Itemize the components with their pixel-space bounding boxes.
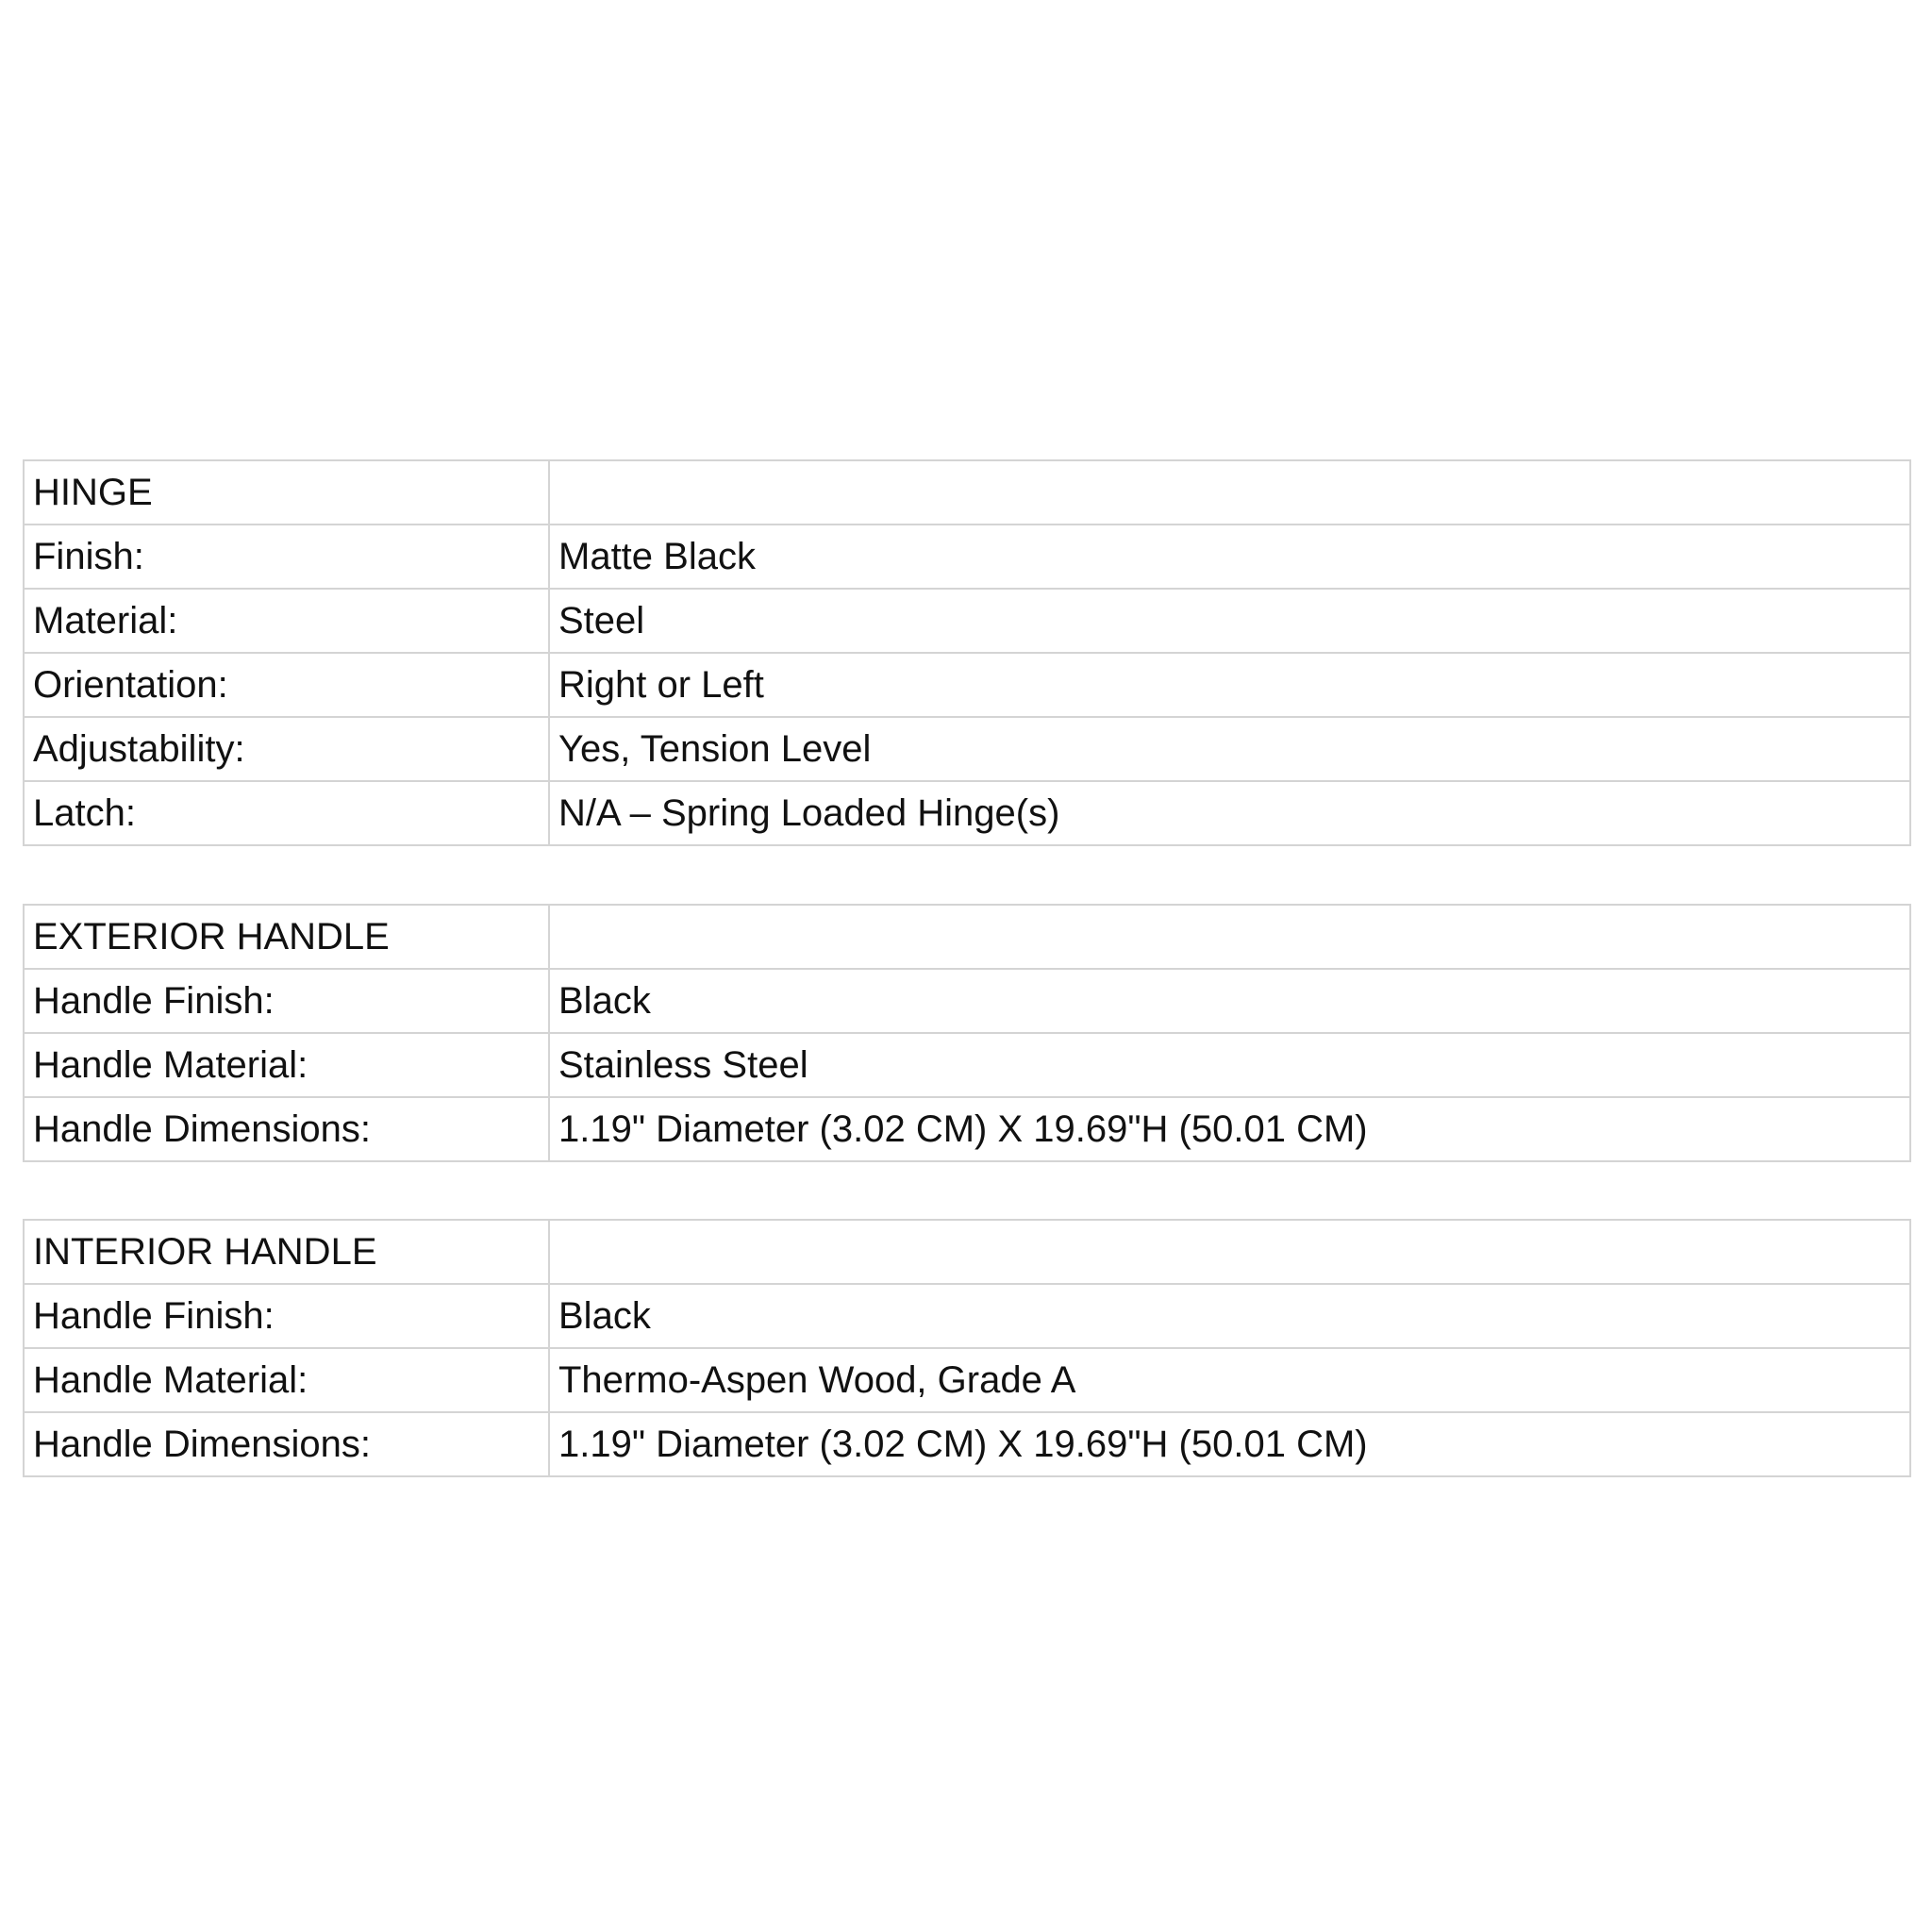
row-value: Black bbox=[549, 969, 1910, 1033]
row-label: Latch: bbox=[24, 781, 549, 845]
row-label: Finish: bbox=[24, 525, 549, 589]
row-value: Thermo-Aspen Wood, Grade A bbox=[549, 1348, 1910, 1412]
row-value: 1.19" Diameter (3.02 CM) X 19.69"H (50.01 CM) bbox=[549, 1412, 1910, 1476]
empty-header-cell bbox=[549, 905, 1910, 969]
exterior-handle-spec-table bbox=[23, 904, 1911, 1162]
section-heading: HINGE bbox=[24, 460, 549, 525]
row-label: Material: bbox=[24, 589, 549, 653]
row-label: Handle Finish: bbox=[24, 1284, 549, 1348]
row-value: Steel bbox=[549, 589, 1910, 653]
row-value: Stainless Steel bbox=[549, 1033, 1910, 1097]
row-value: Matte Black bbox=[549, 525, 1910, 589]
table-row bbox=[24, 1284, 1910, 1348]
row-label: Handle Dimensions: bbox=[24, 1412, 549, 1476]
table-row bbox=[24, 653, 1910, 717]
table-row bbox=[24, 717, 1910, 781]
table-row bbox=[24, 781, 1910, 845]
table-row bbox=[24, 1348, 1910, 1412]
row-label: Orientation: bbox=[24, 653, 549, 717]
section-heading: EXTERIOR HANDLE bbox=[24, 905, 549, 969]
hinge-spec-table bbox=[23, 459, 1911, 846]
table-row bbox=[24, 1412, 1910, 1476]
table-header-row bbox=[24, 905, 1910, 969]
row-value: Black bbox=[549, 1284, 1910, 1348]
row-label: Handle Dimensions: bbox=[24, 1097, 549, 1161]
empty-header-cell bbox=[549, 1220, 1910, 1284]
row-label: Handle Material: bbox=[24, 1033, 549, 1097]
table-row bbox=[24, 969, 1910, 1033]
row-label: Handle Material: bbox=[24, 1348, 549, 1412]
table-row bbox=[24, 1097, 1910, 1161]
empty-header-cell bbox=[549, 460, 1910, 525]
table-row bbox=[24, 589, 1910, 653]
row-value: N/A – Spring Loaded Hinge(s) bbox=[549, 781, 1910, 845]
row-label: Handle Finish: bbox=[24, 969, 549, 1033]
interior-handle-spec-table bbox=[23, 1219, 1911, 1477]
table-row bbox=[24, 525, 1910, 589]
table-header-row bbox=[24, 460, 1910, 525]
table-header-row bbox=[24, 1220, 1910, 1284]
row-value: 1.19" Diameter (3.02 CM) X 19.69"H (50.01 CM) bbox=[549, 1097, 1910, 1161]
row-label: Adjustability: bbox=[24, 717, 549, 781]
row-value: Right or Left bbox=[549, 653, 1910, 717]
section-heading: INTERIOR HANDLE bbox=[24, 1220, 549, 1284]
row-value: Yes, Tension Level bbox=[549, 717, 1910, 781]
table-row bbox=[24, 1033, 1910, 1097]
